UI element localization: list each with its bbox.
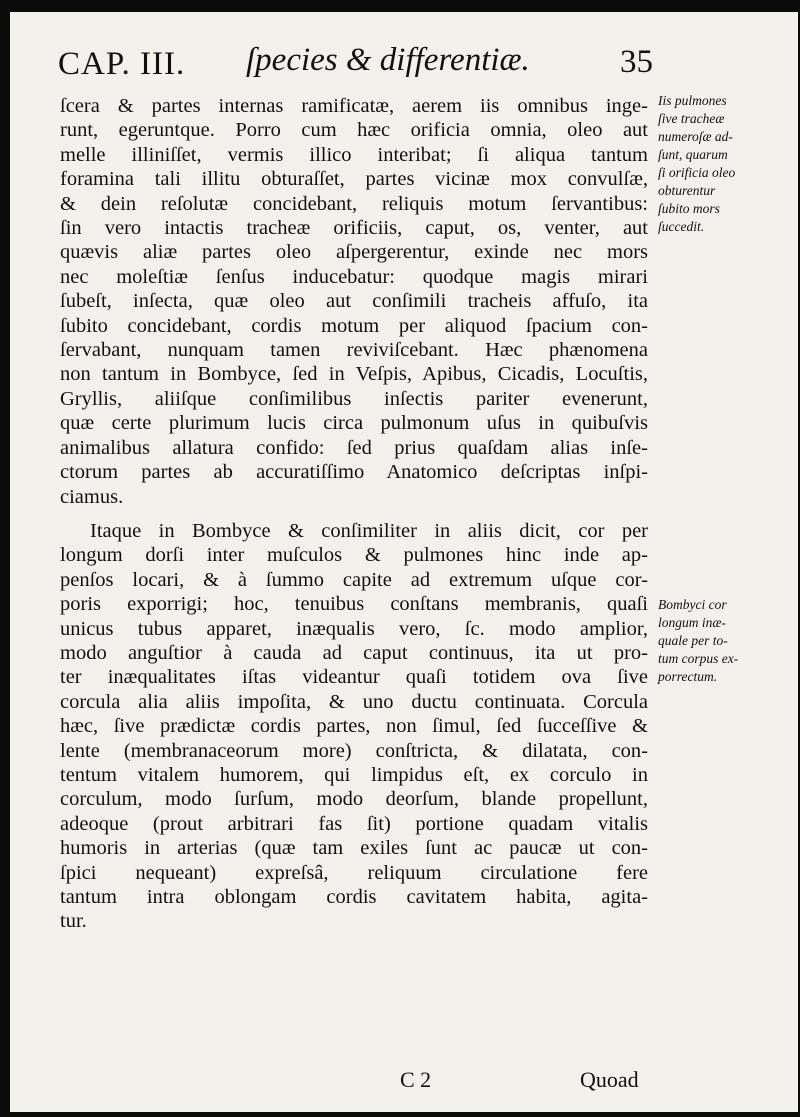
text-line: ſubito concidebant, cordis motum per aliquod ſpacium con- xyxy=(60,314,648,337)
text-line: ſervabant, nunquam tamen reviviſcebant. Hæc phænomena xyxy=(60,339,648,362)
text-line: ctorum partes ab accuratiſſimo Anatomico deſcriptas inſpi- xyxy=(60,461,648,484)
text-line: hæc, ſive prædictæ cordis partes, non ſimul, ſed ſucceſſive & xyxy=(60,715,648,738)
text-line: & dein reſolutæ concidebant, reliquis motum ſervantibus: xyxy=(60,192,648,215)
book-page xyxy=(10,12,798,1112)
text-line: longum dorſi inter muſculos & pulmones hinc inde ap- xyxy=(60,544,648,567)
text-line: quæ certe plurimum lucis circa pulmonum uſus in quibuſvis xyxy=(60,412,648,435)
text-line: ciamus. xyxy=(60,485,124,508)
margin-line: ſunt, quarum xyxy=(658,147,728,162)
text-line: ſin vero intactis tracheæ orificiis, caput, os, venter, aut xyxy=(60,217,648,240)
text-line: corculum, modo ſurſum, modo deorſum, blande propellunt, xyxy=(60,788,648,811)
paragraph-gap xyxy=(60,509,648,519)
margin-line: longum inæ- xyxy=(658,615,726,630)
text-line: foramina tali illitu obturaſſet, partes vicinæ mox convulſæ, xyxy=(60,168,648,191)
margin-line: quale per to- xyxy=(658,633,728,648)
margin-line: ſive tracheæ xyxy=(658,111,725,126)
margin-line: obturentur xyxy=(658,183,716,198)
text-line: tantum intra oblongam cordis cavitatem habita, agita- xyxy=(60,886,648,908)
text-line: adeoque (prout arbitrari fas ſit) portione quadam vitalis xyxy=(60,812,648,835)
text-line: penſos locari, & à ſummo capite ad extremum uſque cor- xyxy=(60,568,648,591)
text-line: corcula alia aliis impoſita, & uno ductu continuata. Corcula xyxy=(60,690,648,713)
margin-note-tracheae xyxy=(658,92,798,236)
text-line: melle illiniſſet, vermis illico interibat; ſi aliqua tantum xyxy=(60,143,648,166)
margin-line: ſi orificia oleo xyxy=(658,165,736,180)
text-line: modo anguſtior à cauda ad caput continuus, ita ut pro- xyxy=(60,641,648,664)
catchword: Quoad xyxy=(580,1067,639,1092)
margin-line: ſubito mors xyxy=(658,201,720,216)
text-line: ſcera & partes internas ramificatæ, aerem iis omnibus inge- xyxy=(60,95,648,117)
margin-note-bombyx-heart xyxy=(658,596,798,686)
text-line: tur. xyxy=(60,910,87,933)
margin-line: porrectum. xyxy=(658,669,718,684)
text-line: humoris in arterias (quæ tam exiles ſunt ac paucæ ut con- xyxy=(60,837,648,860)
text-line: lente (membranaceorum more) conſtricta, & dilatata, con- xyxy=(60,739,648,762)
signature-mark: C 2 xyxy=(400,1067,432,1092)
page-number: 35 xyxy=(620,44,653,80)
text-line: ter inæqualitates iſtas videantur quaſi totidem ova ſive xyxy=(60,666,648,689)
body-text xyxy=(60,94,648,934)
margin-line: ſuccedit. xyxy=(658,219,705,234)
text-line: poris exporrigi; hoc, tenuibus conſtans membranis, quaſi xyxy=(60,593,648,616)
running-title: ſpecies & differentiæ. xyxy=(246,42,530,78)
text-line: ſubeſt, inſecta, quæ oleo aut conſimili tracheis affuſo, ita xyxy=(60,290,648,313)
text-line: tentum vitalem humorem, qui limpidus eſt, ex corculo in xyxy=(60,763,648,786)
chapter-label: CAP. III. xyxy=(58,46,186,82)
margin-line: numeroſæ ad- xyxy=(658,129,733,144)
text-line: Itaque in Bombyce & conſimiliter in aliis dicit, cor per xyxy=(90,519,648,542)
text-line: nec moleſtiæ ſenſus inducebatur: quodque magis mirari xyxy=(60,265,648,288)
margin-line: Iis pulmones xyxy=(658,93,727,108)
text-line: ſpici nequeant) expreſsâ, reliquum circulatione fere xyxy=(60,861,648,884)
text-line: animalibus allatura confido: ſed prius quaſdam alias inſe- xyxy=(60,436,648,459)
text-line: quævis aliæ partes oleo aſpergerentur, exinde nec mors xyxy=(60,241,648,264)
margin-line: Bombyci cor xyxy=(658,597,727,612)
page-header xyxy=(58,42,658,92)
text-line: unicus tubus apparet, inæqualis vero, ſc. modo amplior, xyxy=(60,617,648,640)
text-line: non tantum in Bombyce, ſed in Veſpis, Apibus, Cicadis, Locuſtis, xyxy=(60,363,648,386)
text-line: Gryllis, aliiſque conſimilibus inſectis pariter evenerunt, xyxy=(60,387,648,410)
text-line: runt, egeruntque. Porro cum hæc orificia omnia, oleo aut xyxy=(60,119,648,142)
margin-line: tum corpus ex- xyxy=(658,651,739,666)
